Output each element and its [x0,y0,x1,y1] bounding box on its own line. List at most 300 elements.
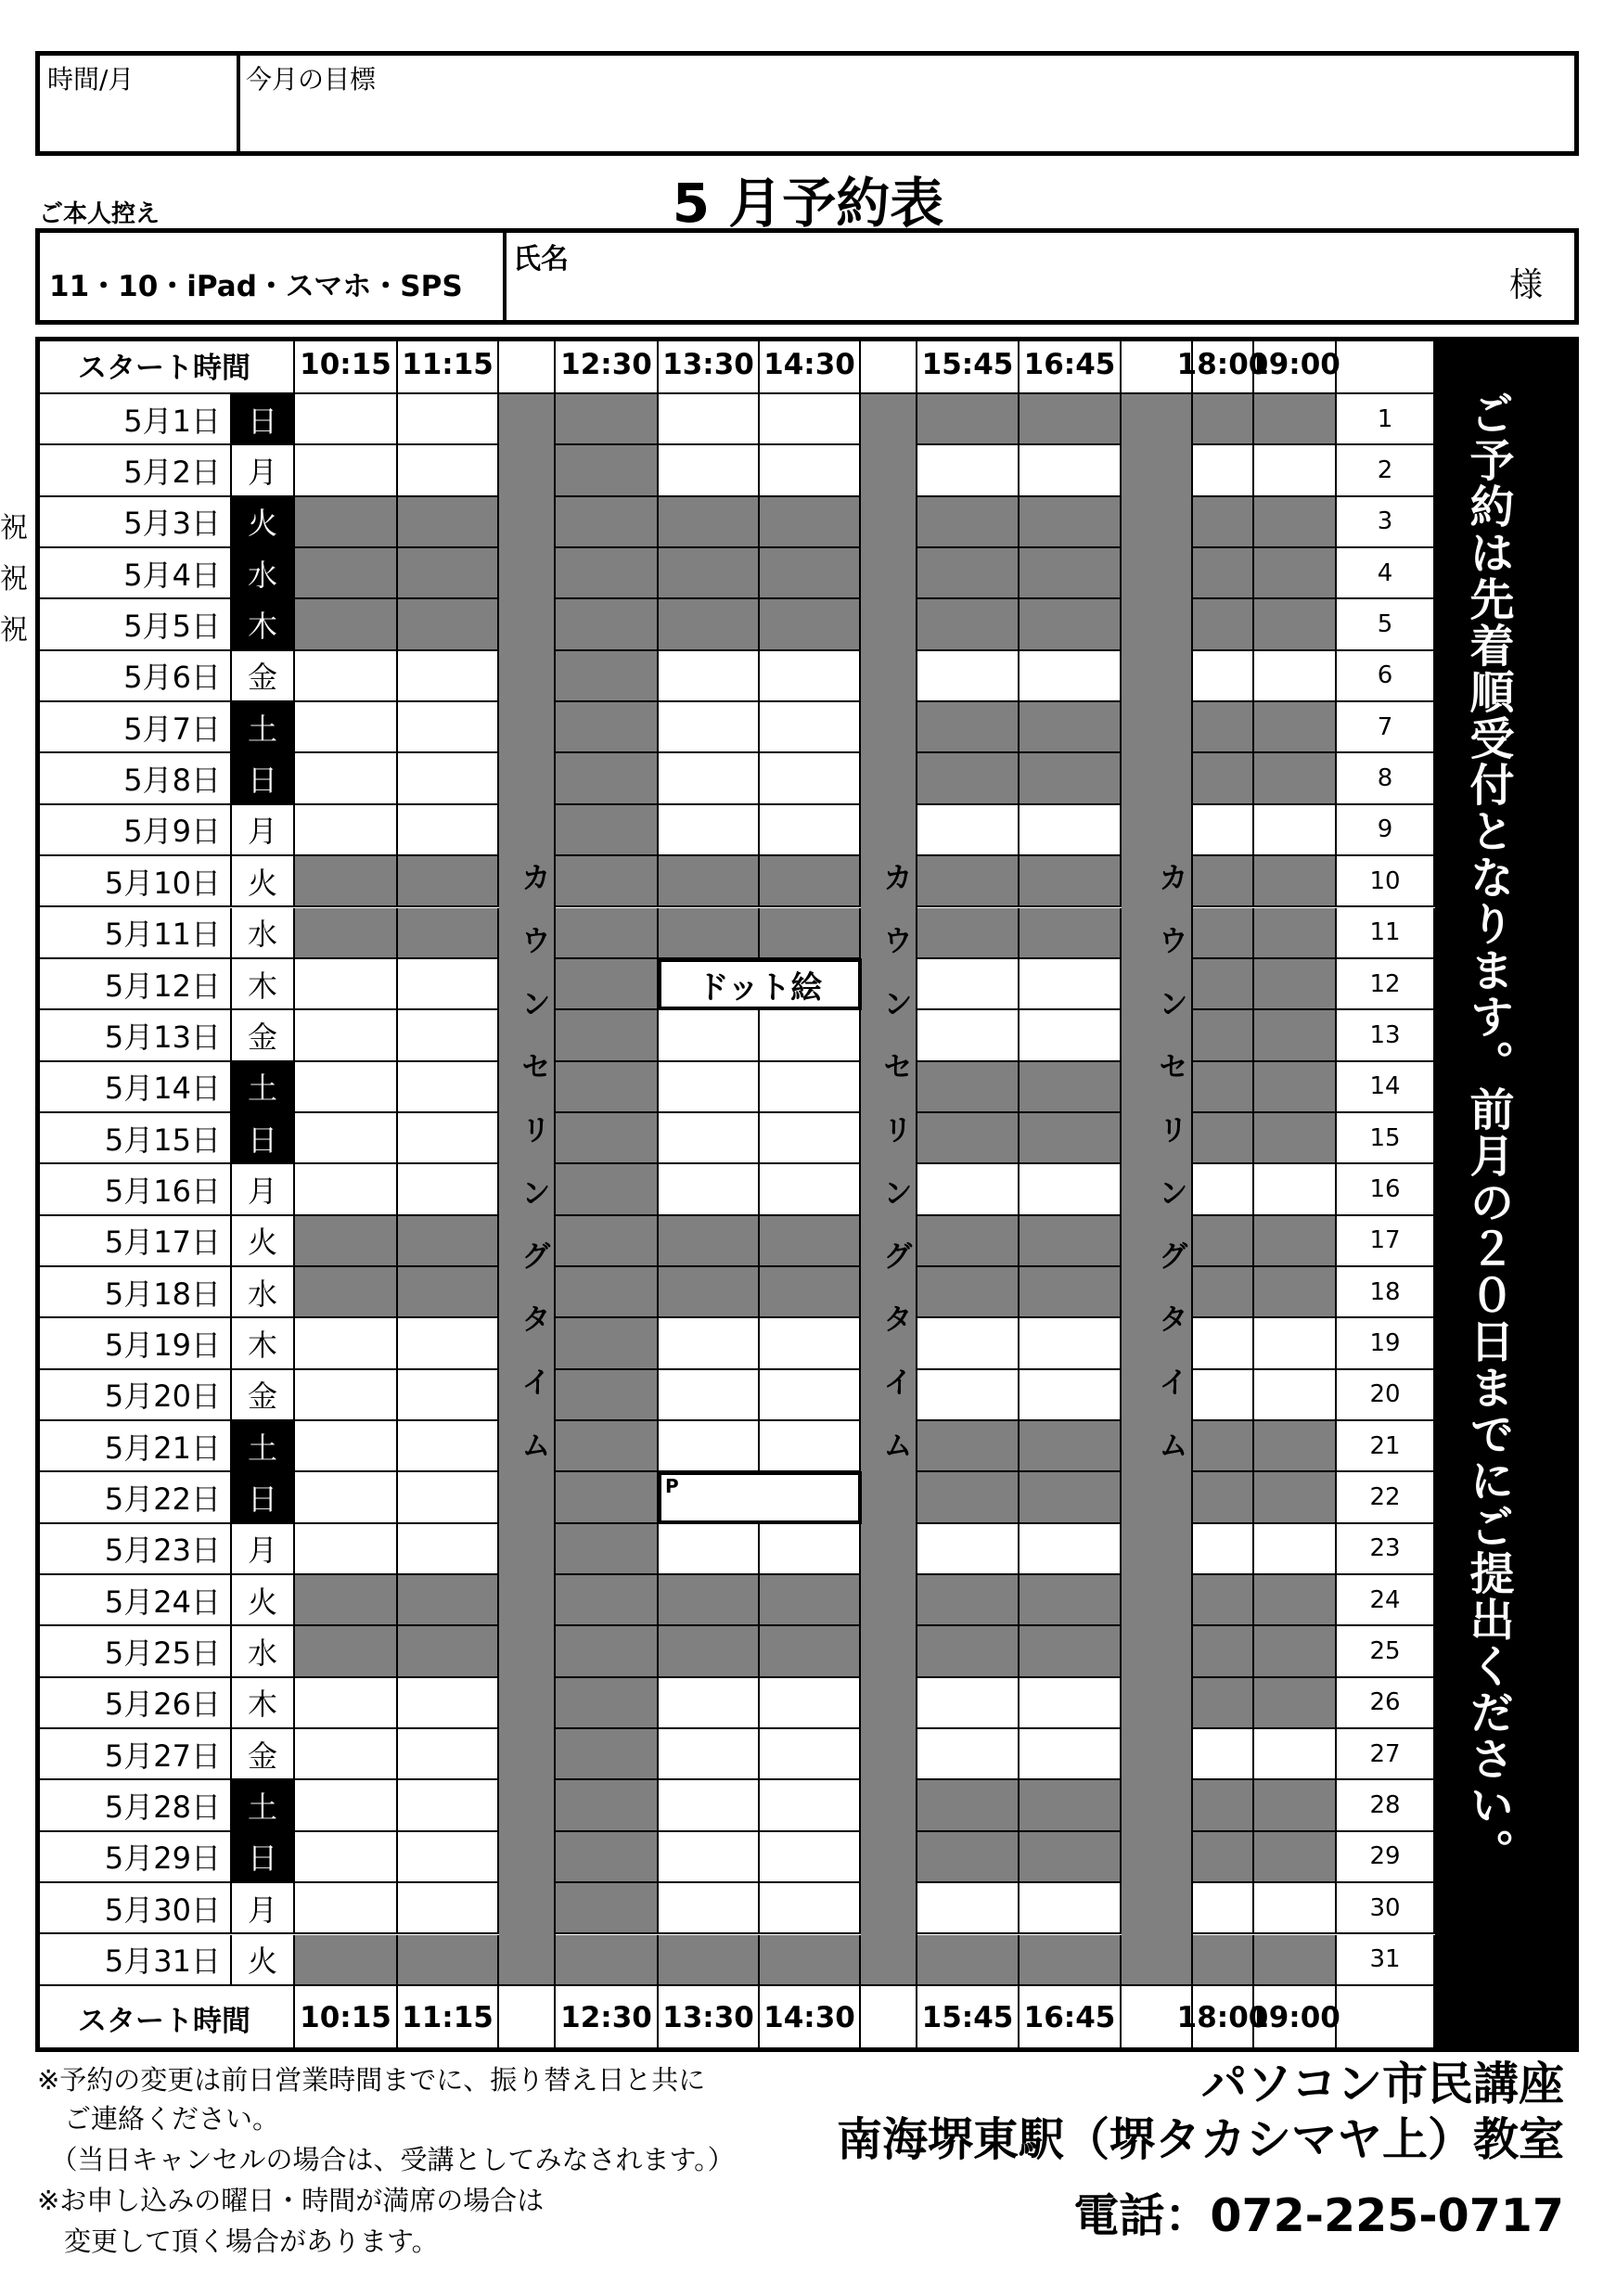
available-slot[interactable] [1193,1883,1254,1934]
available-slot[interactable] [1254,651,1337,702]
available-slot[interactable] [760,1318,861,1369]
available-slot[interactable] [398,1010,499,1061]
available-slot[interactable] [659,1010,760,1061]
honorific-label: 様 [1508,266,1543,304]
unavailable-slot [1020,1832,1122,1883]
date-cell: 5月2日 [35,445,232,496]
unavailable-slot [398,1626,499,1677]
unavailable-slot [556,1267,659,1318]
unavailable-slot [1254,1626,1337,1677]
available-slot[interactable] [760,651,861,702]
date-cell: 5月6日 [35,651,232,702]
unavailable-slot [760,599,861,650]
unavailable-slot [1254,1113,1337,1164]
unavailable-slot [1020,1472,1122,1523]
unavailable-slot [1020,497,1122,548]
available-slot[interactable] [917,1164,1020,1215]
available-slot[interactable] [760,1729,861,1780]
available-slot[interactable] [1020,1010,1122,1061]
unavailable-slot [1254,497,1337,548]
unavailable-slot [556,497,659,548]
weekday-cell: 土 [232,1780,295,1831]
unavailable-slot [295,1575,398,1626]
available-slot[interactable] [295,1370,398,1421]
unavailable-slot [1193,1472,1254,1523]
unavailable-slot [1254,394,1337,445]
weekday-cell: 火 [232,1935,295,1986]
available-slot[interactable] [917,1318,1020,1369]
available-slot[interactable] [398,1421,499,1472]
unavailable-slot [1254,1216,1337,1267]
available-slot[interactable] [1020,1524,1122,1575]
date-cell: 5月29日 [35,1832,232,1883]
available-slot[interactable] [295,1421,398,1472]
date-cell: 5月30日 [35,1883,232,1934]
row-number: 15 [1337,1113,1435,1164]
unavailable-slot [1254,908,1337,959]
available-slot[interactable] [398,1062,499,1113]
reservation-grid [35,337,1579,2052]
unavailable-slot [1193,753,1254,804]
unavailable-slot [1193,1780,1254,1831]
available-slot[interactable] [760,1524,861,1575]
available-slot[interactable] [659,805,760,856]
available-slot[interactable] [1193,445,1254,496]
unavailable-slot [556,1626,659,1677]
unavailable-slot [295,856,398,907]
counseling-time-label: カウンセリングタイム [517,862,552,1494]
available-slot[interactable] [917,1010,1020,1061]
available-slot[interactable] [659,753,760,804]
available-slot[interactable] [1193,651,1254,702]
available-slot[interactable] [659,1524,760,1575]
available-slot[interactable] [760,1421,861,1472]
weekday-cell: 木 [232,1678,295,1729]
date-cell: 5月19日 [35,1318,232,1369]
available-slot[interactable] [398,651,499,702]
available-slot[interactable] [659,1832,760,1883]
unavailable-slot [917,1113,1020,1164]
available-slot[interactable] [917,1370,1020,1421]
available-slot[interactable] [659,1318,760,1369]
unavailable-slot [556,1010,659,1061]
available-slot[interactable] [760,394,861,445]
unavailable-slot [917,1421,1020,1472]
date-cell: 5月1日 [35,394,232,445]
unavailable-slot [295,497,398,548]
row-number: 7 [1337,702,1435,753]
unavailable-slot [556,1832,659,1883]
available-slot[interactable] [295,702,398,753]
available-slot[interactable] [295,394,398,445]
unavailable-slot [556,1370,659,1421]
weekday-cell: 日 [232,1472,295,1523]
available-slot[interactable] [760,1678,861,1729]
available-slot[interactable] [917,1883,1020,1934]
unavailable-slot [760,548,861,599]
header-start-time-label: スタート時間 [35,337,295,394]
weekday-cell: 木 [232,1318,295,1369]
weekday-cell: 金 [232,1729,295,1780]
unavailable-slot [659,1935,760,1986]
unavailable-slot [556,908,659,959]
available-slot[interactable] [1193,1318,1254,1369]
available-slot[interactable] [1020,1883,1122,1934]
available-slot[interactable] [295,1832,398,1883]
unavailable-slot [556,1421,659,1472]
row-number: 13 [1337,1010,1435,1061]
date-cell: 5月24日 [35,1575,232,1626]
available-slot[interactable] [917,445,1020,496]
footer-time-slot: 18:00 [1193,1986,1254,2052]
available-slot[interactable] [398,1472,499,1523]
weekday-cell: 日 [232,1832,295,1883]
weekday-cell: 月 [232,1164,295,1215]
row-number: 18 [1337,1267,1435,1318]
available-slot[interactable] [659,1729,760,1780]
available-slot[interactable] [1254,1318,1337,1369]
header-time-slot: 19:00 [1254,337,1337,394]
available-slot[interactable] [295,445,398,496]
available-slot[interactable] [1020,445,1122,496]
footer-note: （当日キャンセルの場合は、受講としてみなされます。） [37,2144,735,2175]
unavailable-slot [556,1883,659,1934]
available-slot[interactable] [398,1370,499,1421]
unavailable-slot [917,394,1020,445]
available-slot[interactable] [398,1729,499,1780]
unavailable-slot [1254,1575,1337,1626]
unavailable-slot [1193,1626,1254,1677]
unavailable-slot [917,1832,1020,1883]
row-number: 6 [1337,651,1435,702]
unavailable-slot [398,497,499,548]
available-slot[interactable] [1020,1164,1122,1215]
page-title: 5 月予約表 [672,172,944,235]
available-slot[interactable] [917,959,1020,1010]
unavailable-slot [295,1935,398,1986]
available-slot[interactable] [1020,651,1122,702]
date-cell: 5月15日 [35,1113,232,1164]
weekday-cell: 火 [232,1575,295,1626]
school-name: パソコン市民講座 [1200,2058,1564,2110]
available-slot[interactable] [295,1678,398,1729]
unavailable-slot [760,1216,861,1267]
available-slot[interactable] [1193,1524,1254,1575]
unavailable-slot [556,1780,659,1831]
date-cell: 5月4日 [35,548,232,599]
unavailable-slot [1254,753,1337,804]
row-number: 22 [1337,1472,1435,1523]
available-slot[interactable] [917,651,1020,702]
available-slot[interactable] [1020,1370,1122,1421]
available-slot[interactable] [398,753,499,804]
unavailable-slot [1020,599,1122,650]
unavailable-slot [295,1267,398,1318]
weekday-cell: 水 [232,1267,295,1318]
footer-time-slot: 19:00 [1254,1986,1337,2052]
available-slot[interactable] [659,394,760,445]
header-time-slot: 18:00 [1193,337,1254,394]
available-slot[interactable] [659,1883,760,1934]
header-blank-cell [499,337,556,394]
footer-start-time-label: スタート時間 [35,1986,295,2052]
available-slot[interactable] [295,1010,398,1061]
date-cell: 5月12日 [35,959,232,1010]
available-slot[interactable] [398,1678,499,1729]
unavailable-slot [1193,1267,1254,1318]
available-slot[interactable] [295,805,398,856]
row-number: 26 [1337,1678,1435,1729]
unavailable-slot [1020,753,1122,804]
unavailable-slot [556,1524,659,1575]
unavailable-slot [1193,1216,1254,1267]
counseling-time-label: カウンセリングタイム [879,862,914,1494]
weekday-cell: 水 [232,908,295,959]
unavailable-slot [1020,702,1122,753]
available-slot[interactable] [398,1318,499,1369]
name-box [35,228,1579,325]
p-session[interactable]: P [658,1471,862,1523]
available-slot[interactable] [398,1780,499,1831]
available-slot[interactable] [1254,445,1337,496]
date-cell: 5月27日 [35,1729,232,1780]
unavailable-slot [760,1267,861,1318]
available-slot[interactable] [659,1062,760,1113]
available-slot[interactable] [1254,1524,1337,1575]
unavailable-slot [659,1626,760,1677]
booking-notice: ご予約は先着順受付となります。前月の２０日までにご提出ください。 [1462,391,1514,1875]
weekday-cell: 火 [232,1216,295,1267]
unavailable-slot [1020,1062,1122,1113]
available-slot[interactable] [1193,1729,1254,1780]
weekday-cell: 土 [232,702,295,753]
footer-time-slot: 13:30 [659,1986,760,2052]
unavailable-slot [917,856,1020,907]
available-slot[interactable] [295,1113,398,1164]
unavailable-slot [917,1780,1020,1831]
available-slot[interactable] [1254,1729,1337,1780]
available-slot[interactable] [917,805,1020,856]
weekday-cell: 土 [232,1062,295,1113]
unavailable-slot [917,599,1020,650]
date-cell: 5月11日 [35,908,232,959]
available-slot[interactable] [917,1524,1020,1575]
unavailable-slot [659,1216,760,1267]
header-time-slot: 14:30 [760,337,861,394]
unavailable-slot [295,599,398,650]
available-slot[interactable] [398,702,499,753]
available-slot[interactable] [760,805,861,856]
available-slot[interactable] [760,1883,861,1934]
weekday-cell: 金 [232,651,295,702]
unavailable-slot [659,548,760,599]
available-slot[interactable] [760,1780,861,1831]
available-slot[interactable] [659,1164,760,1215]
available-slot[interactable] [295,1318,398,1369]
header-time-slot: 12:30 [556,337,659,394]
available-slot[interactable] [659,702,760,753]
unavailable-slot [917,497,1020,548]
available-slot[interactable] [659,445,760,496]
footer-blank-cell [499,1986,556,2052]
available-slot[interactable] [1020,959,1122,1010]
row-number: 3 [1337,497,1435,548]
unavailable-slot [556,702,659,753]
unavailable-slot [1020,1935,1122,1986]
available-slot[interactable] [760,702,861,753]
available-slot[interactable] [1254,1164,1337,1215]
unavailable-slot [1254,1832,1337,1883]
available-slot[interactable] [659,1678,760,1729]
row-number: 16 [1337,1164,1435,1215]
available-slot[interactable] [398,1524,499,1575]
unavailable-slot [556,1216,659,1267]
unavailable-slot [398,548,499,599]
unavailable-slot [1254,599,1337,650]
available-slot[interactable] [760,1113,861,1164]
date-cell: 5月3日 [35,497,232,548]
available-slot[interactable] [295,651,398,702]
available-slot[interactable] [295,1472,398,1523]
available-slot[interactable] [1020,805,1122,856]
available-slot[interactable] [295,959,398,1010]
unavailable-slot [917,1267,1020,1318]
available-slot[interactable] [760,1832,861,1883]
available-slot[interactable] [659,651,760,702]
available-slot[interactable] [659,1370,760,1421]
unavailable-slot [556,1678,659,1729]
available-slot[interactable] [659,1780,760,1831]
available-slot[interactable] [398,805,499,856]
available-slot[interactable] [760,1370,861,1421]
available-slot[interactable] [1020,1729,1122,1780]
unavailable-slot [1020,1421,1122,1472]
unavailable-slot [1020,1267,1122,1318]
unavailable-slot [1020,856,1122,907]
date-cell: 5月23日 [35,1524,232,1575]
unavailable-slot [1193,1062,1254,1113]
available-slot[interactable] [1254,1370,1337,1421]
weekday-cell: 月 [232,445,295,496]
row-number: 5 [1337,599,1435,650]
unavailable-slot [1020,1575,1122,1626]
unavailable-slot [1020,1113,1122,1164]
unavailable-slot [1020,394,1122,445]
available-slot[interactable] [295,1729,398,1780]
available-slot[interactable] [398,959,499,1010]
available-slot[interactable] [760,1062,861,1113]
dot-art-session[interactable]: ドット絵 [658,958,862,1010]
weekday-cell: 月 [232,1883,295,1934]
available-slot[interactable] [295,1524,398,1575]
date-cell: 5月7日 [35,702,232,753]
classroom-name: 南海堺東駅（堺タカシマヤ上）教室 [836,2113,1564,2166]
available-slot[interactable] [398,1164,499,1215]
available-slot[interactable] [1193,1164,1254,1215]
available-slot[interactable] [295,1780,398,1831]
available-slot[interactable] [1254,805,1337,856]
unavailable-slot [1020,1780,1122,1831]
unavailable-slot [1254,1421,1337,1472]
available-slot[interactable] [295,1883,398,1934]
unavailable-slot [295,548,398,599]
available-slot[interactable] [917,1729,1020,1780]
weekday-cell: 火 [232,497,295,548]
time-month-label: 時間/月 [47,64,135,95]
unavailable-slot [556,445,659,496]
unavailable-slot [556,599,659,650]
available-slot[interactable] [398,1883,499,1934]
available-slot[interactable] [398,1832,499,1883]
unavailable-slot [1193,599,1254,650]
unavailable-slot [1193,702,1254,753]
unavailable-slot [659,497,760,548]
weekday-cell: 水 [232,548,295,599]
row-number: 2 [1337,445,1435,496]
course-options[interactable]: 11・10・iPad・スマホ・SPS [49,270,463,303]
unavailable-slot [556,959,659,1010]
unavailable-slot [917,1935,1020,1986]
available-slot[interactable] [760,445,861,496]
available-slot[interactable] [295,1062,398,1113]
unavailable-slot [1254,702,1337,753]
unavailable-slot [917,1472,1020,1523]
available-slot[interactable] [1020,1318,1122,1369]
available-slot[interactable] [1020,1678,1122,1729]
row-number: 19 [1337,1318,1435,1369]
available-slot[interactable] [398,1113,499,1164]
header-time-slot: 11:15 [398,337,499,394]
unavailable-slot [295,908,398,959]
available-slot[interactable] [398,394,499,445]
unavailable-slot [556,1113,659,1164]
available-slot[interactable] [398,445,499,496]
unavailable-slot [659,1267,760,1318]
row-number: 14 [1337,1062,1435,1113]
unavailable-slot [556,1729,659,1780]
date-cell: 5月10日 [35,856,232,907]
available-slot[interactable] [760,1164,861,1215]
available-slot[interactable] [760,753,861,804]
available-slot[interactable] [295,1164,398,1215]
row-number: 28 [1337,1780,1435,1831]
unavailable-slot [556,805,659,856]
unavailable-slot [1020,548,1122,599]
available-slot[interactable] [1193,1370,1254,1421]
unavailable-slot [1254,1935,1337,1986]
unavailable-slot [556,1164,659,1215]
available-slot[interactable] [760,1010,861,1061]
available-slot[interactable] [1193,805,1254,856]
weekday-cell: 木 [232,599,295,650]
unavailable-slot [1254,959,1337,1010]
available-slot[interactable] [917,1678,1020,1729]
date-cell: 5月31日 [35,1935,232,1986]
date-cell: 5月28日 [35,1780,232,1831]
available-slot[interactable] [659,1421,760,1472]
available-slot[interactable] [295,753,398,804]
unavailable-slot [1193,959,1254,1010]
unavailable-slot [556,1575,659,1626]
row-number: 24 [1337,1575,1435,1626]
unavailable-slot [1193,1678,1254,1729]
row-number: 12 [1337,959,1435,1010]
available-slot[interactable] [659,1113,760,1164]
available-slot[interactable] [1254,1883,1337,1934]
divider [503,233,507,320]
footer-time-slot: 12:30 [556,1986,659,2052]
holiday-marker: 祝 [0,614,28,648]
